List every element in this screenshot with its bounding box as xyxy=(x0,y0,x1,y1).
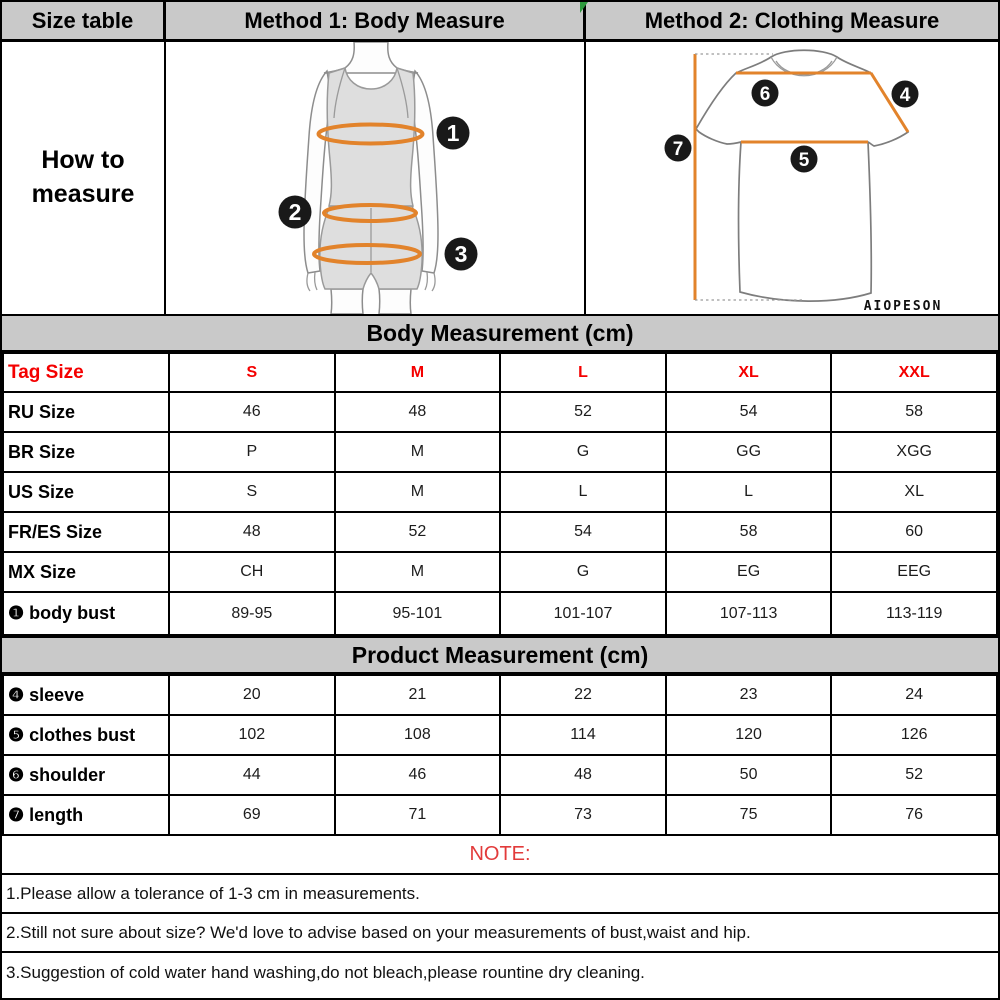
cell-value: 22 xyxy=(500,675,666,715)
cell-value: 54 xyxy=(666,392,832,432)
cell-value: 44 xyxy=(169,755,335,795)
tshirt-outline xyxy=(696,50,908,301)
svg-text:7: 7 xyxy=(672,139,684,160)
cell-value: 48 xyxy=(500,755,666,795)
cell-value: G xyxy=(500,432,666,472)
cell-value: 58 xyxy=(666,512,832,552)
svg-text:3: 3 xyxy=(454,241,468,267)
cell-value: 23 xyxy=(666,675,832,715)
top-header-row xyxy=(2,2,998,42)
marker-4-icon xyxy=(892,81,919,108)
cell-value: S xyxy=(169,472,335,512)
cell-value: L xyxy=(500,472,666,512)
body-diagram-cell xyxy=(166,42,586,314)
cell-value: S xyxy=(169,353,335,392)
method1-header: Method 1: Body Measure xyxy=(166,2,586,39)
left-hand-fingers xyxy=(307,272,317,291)
cell-value: 114 xyxy=(500,715,666,755)
cell-value: 46 xyxy=(169,392,335,432)
svg-text:2: 2 xyxy=(288,199,302,225)
cell-value: 52 xyxy=(831,755,997,795)
cell-value: EEG xyxy=(831,552,997,592)
marker-3-icon xyxy=(445,238,478,271)
table-row-sleeve xyxy=(3,675,997,715)
cell-value: 107-113 xyxy=(666,592,832,635)
method2-header: Method 2: Clothing Measure xyxy=(644,7,940,33)
cell-value: 60 xyxy=(831,512,997,552)
neck xyxy=(324,42,418,73)
note-item-1: 1.Please allow a tolerance of 1-3 cm in measurements. xyxy=(2,875,998,914)
clothing-diagram-cell xyxy=(586,42,998,314)
product-measurement-title: Product Measurement (cm) xyxy=(2,636,998,674)
table-row-tag-size xyxy=(3,353,997,392)
cell-value: G xyxy=(500,552,666,592)
table-row-mx-size xyxy=(3,552,997,592)
svg-text:5: 5 xyxy=(798,150,810,171)
brand-text: AIOPESON xyxy=(863,299,943,314)
row-label: BR Size xyxy=(3,432,169,472)
cell-value: 71 xyxy=(335,795,501,835)
cell-value: L xyxy=(500,353,666,392)
cell-value: 24 xyxy=(831,675,997,715)
note-title: NOTE: xyxy=(2,836,998,875)
cell-value: 48 xyxy=(335,392,501,432)
illustration-row xyxy=(2,42,998,314)
note-item-3: 3.Suggestion of cold water hand washing,do not bleach,please rountine dry cleaning. xyxy=(6,962,645,982)
cell-value: CH xyxy=(169,552,335,592)
cell-value: M xyxy=(335,432,501,472)
cell-value: 52 xyxy=(500,392,666,432)
cell-value: 113-119 xyxy=(831,592,997,635)
table-row-fres-size xyxy=(3,512,997,552)
table-row-clothes-bust xyxy=(3,715,997,755)
cell-value: 108 xyxy=(335,715,501,755)
cell-value: 52 xyxy=(335,512,501,552)
marker-5-icon xyxy=(791,146,818,173)
table-row-ru-size xyxy=(3,392,997,432)
cell-value: 95-101 xyxy=(335,592,501,635)
cell-value: L xyxy=(666,472,832,512)
row-label: RU Size xyxy=(3,392,169,432)
table-row-us-size xyxy=(3,472,997,512)
row-label: MX Size xyxy=(3,552,169,592)
cell-value: M xyxy=(335,353,501,392)
right-leg xyxy=(379,289,411,314)
cell-value: XXL xyxy=(831,353,997,392)
cell-value: XL xyxy=(666,353,832,392)
row-label: FR/ES Size xyxy=(3,512,169,552)
svg-text:1: 1 xyxy=(446,120,460,146)
cell-value: P xyxy=(169,432,335,472)
marker-2-icon xyxy=(279,196,312,229)
body-measure-diagram xyxy=(166,42,584,314)
cell-value: 48 xyxy=(169,512,335,552)
cell-value: 101-107 xyxy=(500,592,666,635)
row-label: Tag Size xyxy=(3,353,169,392)
marker-7-icon xyxy=(665,135,692,162)
svg-text:6: 6 xyxy=(759,84,771,105)
size-table-header: Size table xyxy=(2,2,166,39)
row-label: ❻ shoulder xyxy=(3,755,169,795)
cell-value: 102 xyxy=(169,715,335,755)
row-label: ❶ body bust xyxy=(3,592,169,635)
cell-value: 50 xyxy=(666,755,832,795)
green-corner-mark-icon xyxy=(580,2,588,13)
cell-value: M xyxy=(335,552,501,592)
svg-text:4: 4 xyxy=(899,85,911,106)
cell-value: 76 xyxy=(831,795,997,835)
cell-value: XGG xyxy=(831,432,997,472)
cell-value: M xyxy=(335,472,501,512)
row-label: ❼ length xyxy=(3,795,169,835)
table-row-length xyxy=(3,795,997,835)
cell-value: GG xyxy=(666,432,832,472)
left-leg xyxy=(331,289,363,314)
cell-value: 75 xyxy=(666,795,832,835)
product-measurement-table xyxy=(2,674,998,836)
cell-value: 46 xyxy=(335,755,501,795)
cell-value: 126 xyxy=(831,715,997,755)
marker-6-icon xyxy=(752,80,779,107)
note-item-2: 2.Still not sure about size? We'd love to advise based on your measurements of bust,waist and hip. xyxy=(2,914,998,953)
cell-value: 54 xyxy=(500,512,666,552)
cell-value: 89-95 xyxy=(169,592,335,635)
clothing-measure-diagram xyxy=(586,42,998,314)
right-hand-fingers xyxy=(425,272,435,291)
row-label: US Size xyxy=(3,472,169,512)
cell-value: EG xyxy=(666,552,832,592)
cell-value: 120 xyxy=(666,715,832,755)
body-measurement-table xyxy=(2,352,998,636)
how-to-measure-label: How to measure xyxy=(2,42,166,314)
cell-value: 58 xyxy=(831,392,997,432)
body-measurement-title: Body Measurement (cm) xyxy=(2,314,998,352)
row-label: ❹ sleeve xyxy=(3,675,169,715)
marker-1-icon xyxy=(437,117,470,150)
cell-value: 20 xyxy=(169,675,335,715)
tank-top xyxy=(327,68,415,206)
table-row-body-bust xyxy=(3,592,997,635)
table-row-br-size xyxy=(3,432,997,472)
cell-value: 73 xyxy=(500,795,666,835)
row-label: ❺ clothes bust xyxy=(3,715,169,755)
table-row-shoulder xyxy=(3,755,997,795)
cell-value: 21 xyxy=(335,675,501,715)
cell-value: XL xyxy=(831,472,997,512)
cell-value: 69 xyxy=(169,795,335,835)
